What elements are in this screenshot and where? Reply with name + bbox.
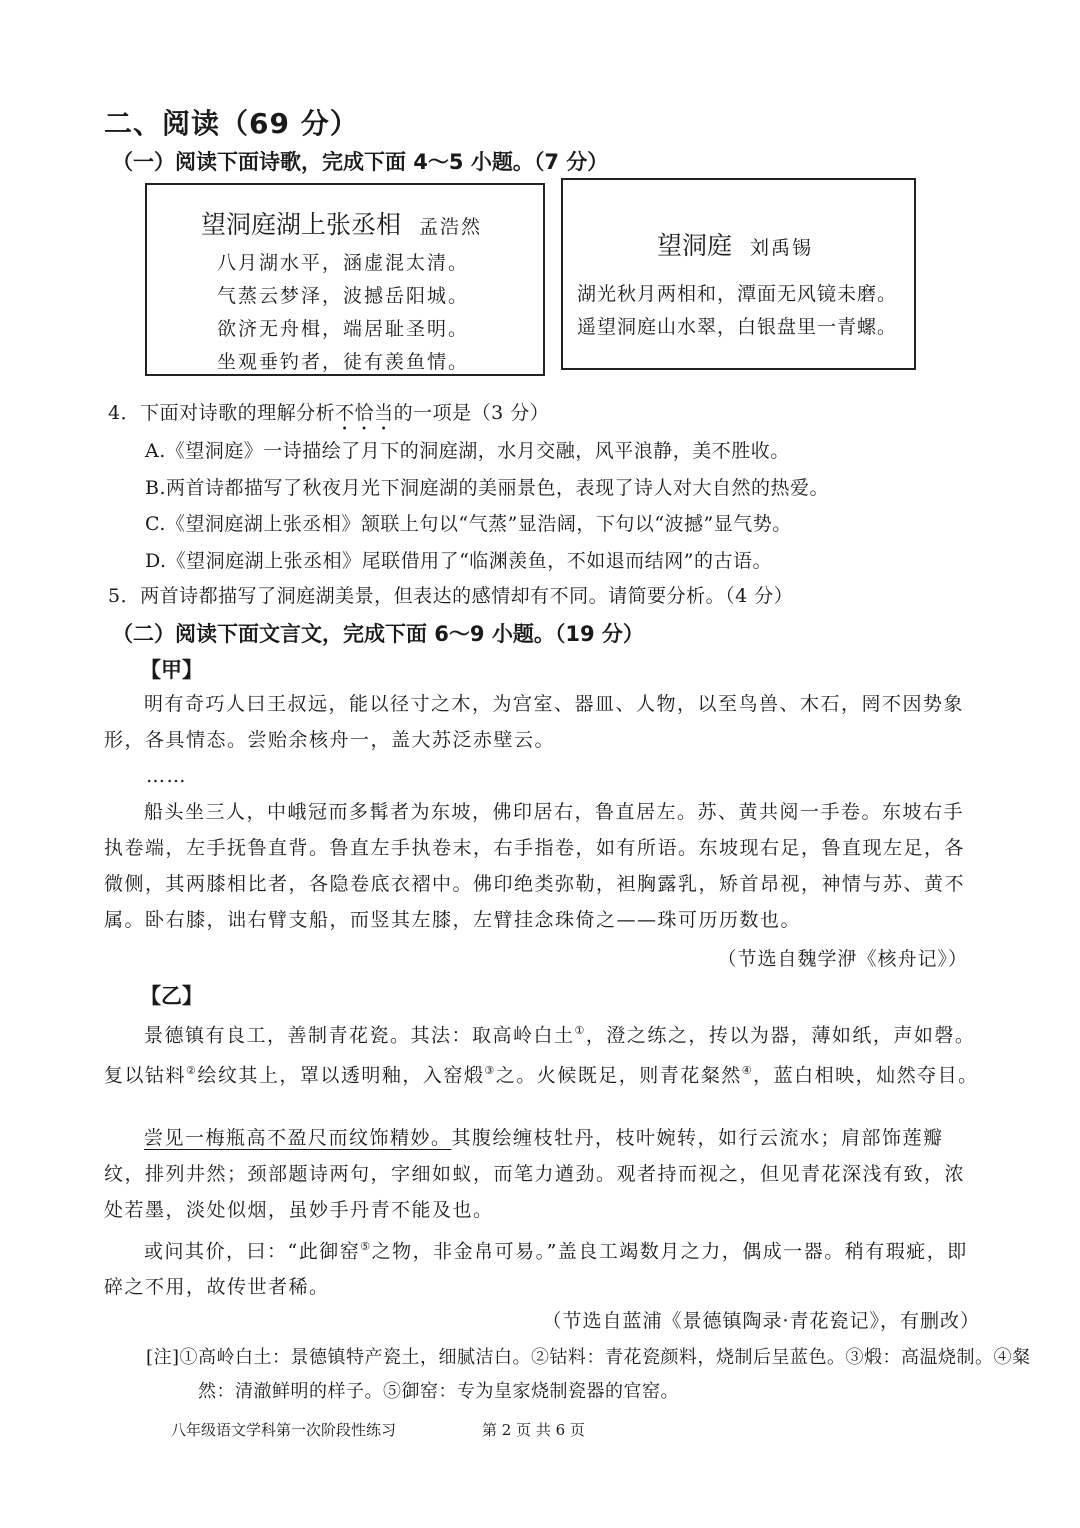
poem-box-2 [561,178,916,370]
poem2-body [577,278,897,344]
question-4-stem [108,398,549,435]
q4-stem-b: 的一项是（3 分） [393,402,550,424]
poem-line: 气蒸云梦泽，波撼岳阳城。 [217,285,470,307]
jia-ellipsis: …… [146,765,187,787]
yi-paragraph-1 [104,1013,984,1094]
poem-line: 湖光秋月两相和，潭面无风镜未磨。 [577,283,898,305]
yi-p3-text: 之物，非金帛可易。”盖良工竭数月之力，偶成一器。稍有瑕疵，即碎之不用，故传世者稀。 [104,1240,968,1299]
poem2-header [657,226,813,262]
section-title: 二、阅读（69 分） [104,107,359,140]
question-5: 5．两首诗都描写了洞庭湖美景，但表达的感情却有不同。请简要分析。（4 分） [108,585,794,607]
q4-stem-a: 4．下面对诗歌的理解分析 [108,402,336,424]
poem2-title: 望洞庭 [657,231,733,260]
yi-p2-text: 其腹绘缠枝牡丹，枝叶婉转，如行云流水；肩部饰莲瓣纹，排列井然；颈部题诗两句，字细如蚁，而笔力遒劲。观者持而视之，但见青花深浅有致，浓处若墨，淡处似烟，虽妙手丹青不能及也。 [104,1127,966,1221]
part2-heading: （二）阅读下面文言文，完成下面 6～9 小题。（19 分） [112,622,644,646]
poem-line: 八月湖水平，涵虚混太清。 [217,252,470,274]
q4-option-d: D.《望洞庭湖上张丞相》尾联借用了“临渊羡鱼，不如退而结网”的古语。 [145,550,773,572]
poem1-body [217,247,469,379]
poem1-author: 孟浩然 [419,216,483,238]
poem-line: 欲济无舟楫，端居耻圣明。 [217,318,470,340]
poem1-title: 望洞庭湖上张丞相 [201,210,402,239]
poem-line: 坐观垂钓者，徒有羡鱼情。 [217,351,470,373]
label-jia: 【甲】 [140,658,203,682]
footnote-ref: ⑤ [360,1240,372,1253]
q4-emphasis: 不恰当 [335,402,394,424]
label-yi: 【乙】 [140,984,203,1008]
poem1-header [201,205,482,241]
footnote-ref: ① [574,1024,586,1037]
footnote-ref: ② [186,1064,198,1078]
footer-title: 八年级语文学科第一次阶段性练习 [171,1421,397,1439]
poem-box-1 [145,183,545,376]
poem-line: 遥望洞庭山水翠，白银盘里一青螺。 [577,316,898,338]
jia-paragraph-1: 明有奇巧人曰王叔远，能以径寸之木，为宫室、器皿、人物，以至鸟兽、木石，罔不因势象形，各具情态。尝贻余核舟一，盖大苏泛赤壁云。 [104,693,965,751]
footer-page-number: 第 2 页 共 6 页 [482,1421,585,1439]
yi-paragraph-3 [104,1229,984,1305]
annotations: [注]①高岭白土：景德镇特产瓷土，细腻洁白。②钴料：青花瓷颜料，烧制后呈蓝色。③煅：高温烧制。④粲然：清澈鲜明的样子。⑤御窑：专为皇家烧制瓷器的官窑。 [146,1347,1031,1402]
yi-paragraph-2 [104,1120,984,1228]
yi-p1-text: 绘纹其上，罩以透明釉，入窑煅 [197,1064,485,1087]
footnote-ref: ③ [484,1064,496,1078]
q4-option-a: A.《望洞庭》一诗描绘了月下的洞庭湖，水月交融，风平浪静，美不胜收。 [145,440,790,462]
yi-p1-text: 之。火候既足，则青花粲然 [495,1064,742,1087]
yi-p1-text: ，澄之练之，抟以为器，薄如纸，声如磬。复以钴料 [104,1024,976,1087]
q4-option-b: B.两首诗都描写了秋夜月光下洞庭湖的美丽景色，表现了诗人对大自然的热爱。 [145,477,830,499]
underlined-sentence: 尝见一梅瓶高不盈尺而纹饰精妙。 [144,1127,452,1149]
yi-p1-text: 景德镇有良工，善制青花瓷。其法：取高岭白土 [144,1024,575,1047]
q4-option-c: C.《望洞庭湖上张丞相》颔联上句以“气蒸”显浩阔，下句以“波撼”显气势。 [145,513,792,535]
part1-heading: （一）阅读下面诗歌，完成下面 4～5 小题。（7 分） [112,150,609,174]
poem2-author: 刘禹锡 [750,237,814,259]
jia-source: （节选自魏学洢《核舟记》） [717,948,968,970]
yi-p3-text: 或问其价，曰：“此御窑 [144,1240,361,1263]
yi-source: （节选自蓝浦《景德镇陶录·青花瓷记》，有删改） [542,1310,980,1332]
footnote-ref: ④ [741,1064,754,1078]
jia-paragraph-2: 船头坐三人，中峨冠而多髯者为东坡，佛印居右，鲁直居左。苏、黄共阅一手卷。东坡右手执卷端，左手抚鲁直背。鲁直左手执卷末，右手指卷，如有所语。东坡现右足，鲁直现左足，各微侧，其两膝相比者，各隐卷底衣褶中。佛印绝类弥勒，袒胸露乳，矫首昂视，神情与苏、黄不属。卧右膝，诎右臂支船，而竖其左膝，左臂挂念珠倚之——珠可历历数也。 [104,801,966,931]
yi-p1-text: ，蓝白相映，灿然夺目。 [753,1064,979,1087]
